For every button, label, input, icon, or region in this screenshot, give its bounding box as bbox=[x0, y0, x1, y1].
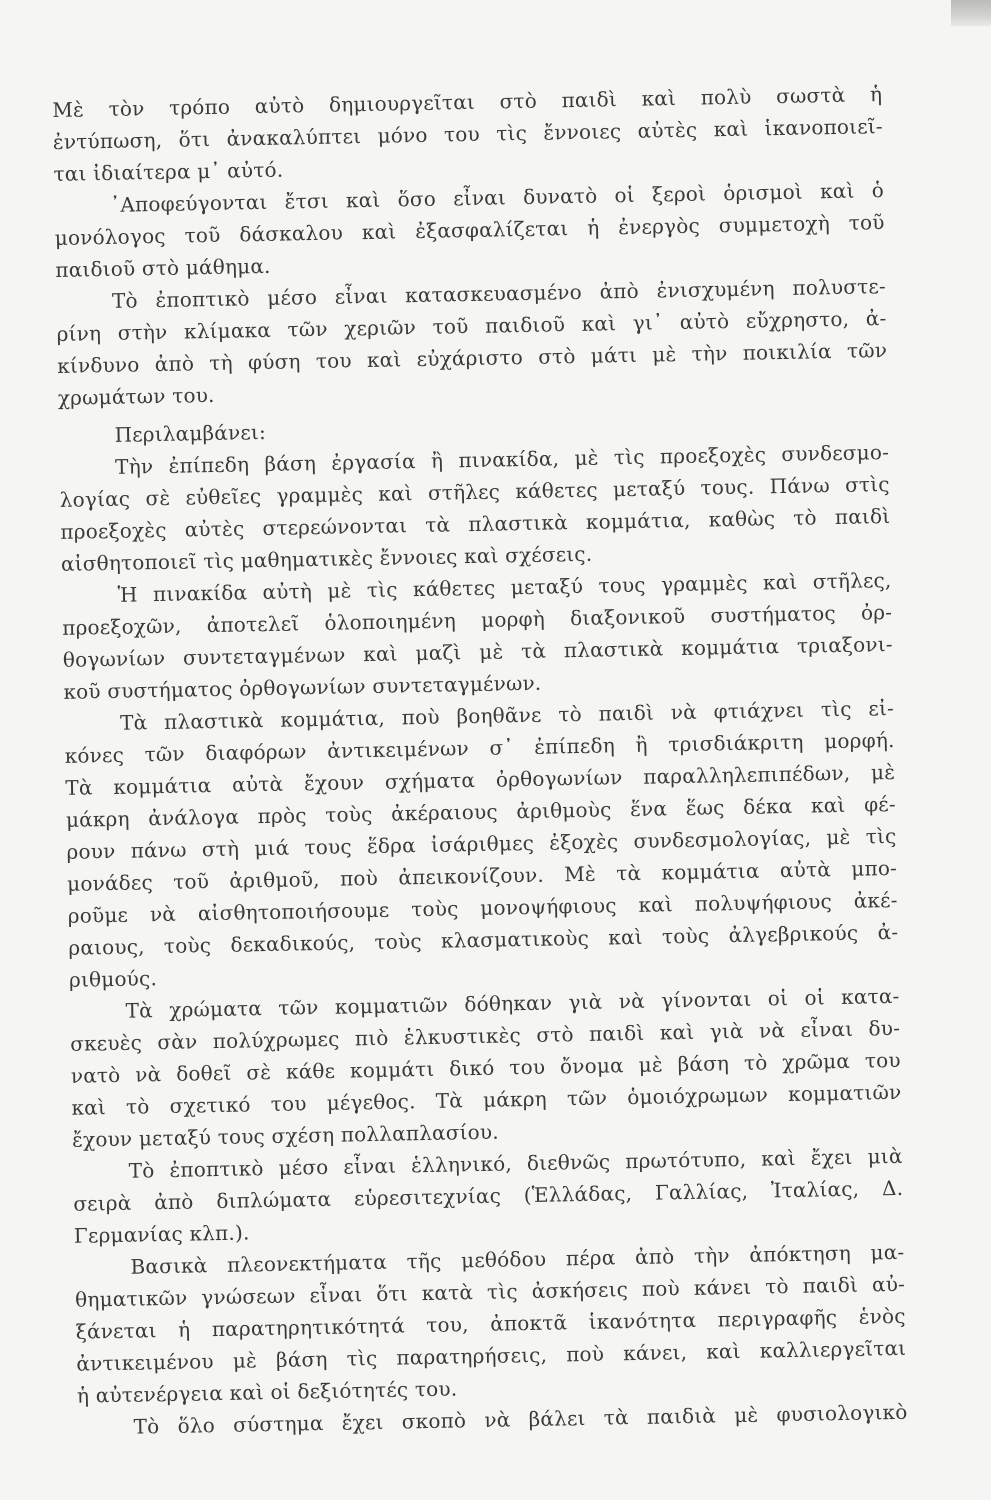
text-line: Βασικὰ πλεονεκτήματα τῆς μεθόδου πέρα ἀπὸ τὴν ἀπόκτηση μα- bbox=[130, 1239, 905, 1279]
text-line: προεξοχὲς αὐτὲς στερεώνονται τὰ πλαστικὰ κομμάτια, καθὼς τὸ παιδὶ bbox=[60, 503, 891, 544]
body-text bbox=[52, 78, 908, 1444]
text-line: Τὸ ἐποπτικὸ μέσο εἶναι ἑλληνικό, διεθνῶς πρωτότυπο, καὶ ἔχει μιὰ bbox=[128, 1143, 903, 1183]
text-line: αἰσθητοποιεῖ τὶς μαθηματικὲς ἔννοιες καὶ σχέσεις. bbox=[60, 541, 593, 576]
text-line: μάκρη ἀνάλογα πρὸς τοὺς ἀκέραιους ἀριθμοὺς ἕνα ἕως δέκα καὶ φέ- bbox=[65, 791, 897, 832]
text-line: ροῦμε νὰ αἰσθητοποιήσουμε τοὺς μονοψήφιους καὶ πολυψήφιους ἀκέ- bbox=[67, 887, 898, 928]
text-line: ἀντικειμένου μὲ βάση τὶς παρατηρήσεις, ποὺ κάνει, καὶ καλλιεργεῖται bbox=[76, 1335, 907, 1376]
text-line: κοῦ συστήματος ὀρθογωνίων συντεταγμένων. bbox=[63, 670, 542, 704]
text-line: ξάνεται ἡ παρατηρητικότητά του, ἀποκτᾶ ἱκανότητα περιγραφῆς ἑνὸς bbox=[75, 1303, 906, 1344]
scan-corner-mark bbox=[951, 0, 991, 26]
text-line: ἡ αὐτενέργεια καὶ οἱ δεξιότητές του. bbox=[76, 1376, 458, 1408]
text-line: θηματικῶν γνώσεων εἶναι ὅτι κατὰ τὶς ἀσκήσεις ποὺ κάνει τὸ παιδὶ αὐ- bbox=[74, 1271, 906, 1312]
text-line: ἔχουν μεταξύ τους σχέση πολλαπλασίου. bbox=[71, 1119, 500, 1152]
text-line: σκευὲς σὰν πολύχρωμες πιὸ ἑλκυστικὲς στὸ παιδὶ καὶ γιὰ νὰ εἶναι δυ- bbox=[70, 1015, 901, 1056]
text-line: λογίας σὲ εὐθεῖες γραμμὲς καὶ στῆλες κάθετες μεταξύ τους. Πάνω στὶς bbox=[59, 471, 890, 512]
text-line: μονάδες τοῦ ἀριθμοῦ, ποὺ ἀπεικονίζουν. Μὲ τὰ κομμάτια αὐτὰ μπο- bbox=[66, 855, 898, 896]
text-line: χρωμάτων του. bbox=[57, 382, 215, 410]
text-line: Περιλαμβάνει: bbox=[114, 419, 267, 447]
text-line: ραιους, τοὺς δεκαδικούς, τοὺς κλασματικοὺς καὶ τοὺς ἀλγεβρικούς ἀ- bbox=[68, 919, 899, 960]
text-line: Ἡ πινακίδα αὐτὴ μὲ τὶς κάθετες μεταξύ τους γραμμὲς καὶ στῆλες, bbox=[117, 567, 892, 607]
text-line: Τὰ πλαστικὰ κομμάτια, ποὺ βοηθᾶνε τὸ παιδὶ νὰ φτιάχνει τὶς εἰ- bbox=[119, 695, 895, 735]
text-line: θογωνίων συντεταγμένων καὶ μαζὶ μὲ τὰ πλαστικὰ κομμάτια τριαξονι- bbox=[62, 631, 893, 672]
text-line: Τὰ κομμάτια αὐτὰ ἔχουν σχήματα ὀρθογωνίων παραλληλεπιπέδων, μὲ bbox=[65, 759, 896, 800]
text-line: ἐντύπωση, ὅτι ἀνακαλύπτει μόνο του τὶς ἔννοιες αὐτὲς καὶ ἱκανοποιεῖ- bbox=[52, 114, 883, 154]
text-line: παιδιοῦ στὸ μάθημα. bbox=[55, 253, 271, 282]
text-line: Τὰ χρώματα τῶν κομματιῶν δόθηκαν γιὰ νὰ γίνονται οἱ οἱ κατα- bbox=[125, 983, 900, 1023]
text-line: Τὸ ἐποπτικὸ μέσο εἶναι κατασκευασμένο ἀπὸ ἐνισχυμένη πολυστε- bbox=[111, 274, 887, 313]
text-line: ᾿Αποφεύγονται ἔτσι καὶ ὅσο εἶναι δυνατὸ οἱ ξεροὶ ὁρισμοὶ καὶ ὁ bbox=[109, 178, 885, 217]
text-line: Τὸ ὅλο σύστημα ἔχει σκοπὸ νὰ βάλει τὰ παιδιὰ μὲ φυσιολογικὸ bbox=[133, 1399, 908, 1439]
text-line: ται ἰδιαίτερα μ᾿ αὐτό. bbox=[53, 157, 284, 186]
text-line: κίνδυνο ἀπὸ τὴ φύση του καὶ εὐχάριστο στὸ μάτι μὲ τὴν ποικιλία τῶν bbox=[56, 338, 888, 378]
text-line: Μὲ τὸν τρόπο αὐτὸ δημιουργεῖται στὸ παιδὶ καὶ πολὺ σωστὰ ἡ bbox=[52, 82, 883, 122]
text-line: ρίνη στὴν κλίμακα τῶν χεριῶν τοῦ παιδιοῦ καὶ γι᾿ αὐτὸ εὔχρηστο, ἀ- bbox=[56, 306, 887, 346]
text-line: ριθμούς. bbox=[68, 966, 158, 992]
text-line: προεξοχῶν, ἀποτελεῖ ὁλοποιημένη μορφὴ διαξονικοῦ συστήματος ὀρ- bbox=[62, 599, 893, 640]
text-line: καὶ τὸ σχετικό του μέγεθος. Τὰ μάκρη τῶν ὁμοιόχρωμων κομματιῶν bbox=[71, 1079, 902, 1120]
text-line: νατὸ νὰ δοθεῖ σὲ κάθε κομμάτι δικό του ὄνομα μὲ βάση τὸ χρῶμα του bbox=[70, 1047, 901, 1088]
text-line: ρουν πάνω στὴ μιά τους ἕδρα ἰσάριθμες ἐξοχὲς συνδεσμολογίας, μὲ τὶς bbox=[66, 823, 897, 864]
text-line: μονόλογος τοῦ δάσκαλου καὶ ἐξασφαλίζεται ἡ ἐνεργὸς συμμετοχὴ τοῦ bbox=[54, 210, 885, 250]
text-line: Γερμανίας κλπ.). bbox=[73, 1220, 250, 1248]
text-line: κόνες τῶν διαφόρων ἀντικειμένων σ᾿ ἐπίπεδη ἢ τρισδιάκριτη μορφή. bbox=[64, 727, 895, 768]
text-line: Τὴν ἐπίπεδη βάση ἐργασία ἢ πινακίδα, μὲ τὶς προεξοχὲς συνδεσμο- bbox=[114, 439, 890, 479]
text-line: σειρὰ ἀπὸ διπλώματα εὑρεσιτεχνίας (Ἑλλάδας, Γαλλίας, Ἰταλίας, Δ. bbox=[73, 1175, 904, 1216]
